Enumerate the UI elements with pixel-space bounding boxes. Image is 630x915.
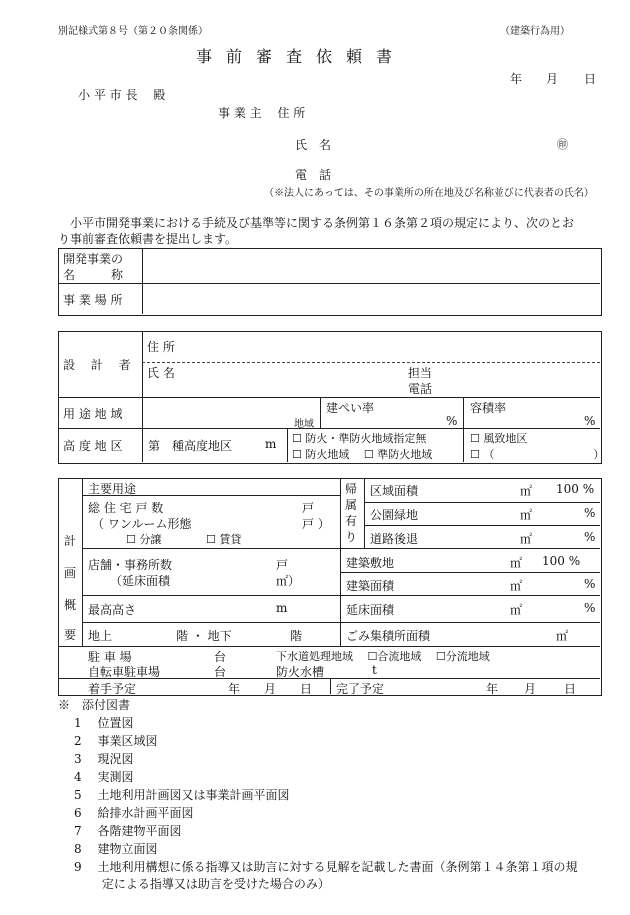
max-height-unit: m [276,601,288,615]
road-pct: % [584,530,596,544]
area-pct: 100 % [556,482,595,496]
addressee: 小 平 市 長 殿 [78,88,166,102]
oneroom-unit: 戸 ） [302,517,330,531]
date-day: 日 [584,72,597,86]
district-suffix: 地域 [294,419,314,430]
designer-contact-label: 担当 [408,366,433,380]
fire-zone-checkbox[interactable]: ☐ 防火地域 ☐ 準防火地域 [292,448,433,461]
project-name-field[interactable] [146,252,596,278]
plan-side-label-2: 画 [64,566,77,580]
start-label: 着手予定 [88,682,137,696]
corporation-note: （※法人にあっては、その事業所の所在地及び名称並びに代表者の氏名） [264,188,594,199]
building-area-label: 建築面積 [346,579,395,593]
main-use-label: 主要用途 [88,482,137,496]
parking-label: 駐 車 場 [88,650,132,664]
total-floor-unit: ㎡ [510,603,523,617]
attachment-item: 6 給排水計画平面図 [74,806,194,820]
attachment-item: 4 実測図 [74,770,134,784]
max-height-label: 最高高さ [88,603,137,617]
shops-label: 店舗・事務所数 [88,558,173,572]
attach-col-1: 帰 [345,482,358,496]
end-day: 日 [564,682,577,696]
applicant-name-label: 氏 名 [295,138,332,152]
scenic-district-checkbox[interactable]: ☐ 風致地区 [470,432,528,445]
attachment-item-continued: 定による指導又は助言を受けた場合のみ） [74,877,330,891]
building-area-unit: ㎡ [510,579,523,593]
site-label: 事 業 場 所 [63,293,123,307]
attachment-item: 5 土地利用計画図又は事業計画平面図 [74,788,290,802]
bike-parking-label: 自転車駐車場 [88,665,161,679]
parking-unit: 台 [214,650,227,664]
area-unit: ㎡ [520,484,533,498]
road-unit: ㎡ [520,532,533,546]
above-ground-label: 地上 [88,629,113,643]
garbage-label: ごみ集積所面積 [346,629,431,643]
total-floor-label: 延床面積 [346,603,395,617]
total-units-label: 総 住 宅 戸 数 [88,501,164,515]
designer-label: 設 計 者 [63,358,131,372]
applicant-phone-label: 電 話 [295,168,332,182]
project-name-label-2: 名 称 [63,268,124,282]
far-label: 容積率 [470,401,507,415]
body-text-line-1: 小平市開発事業における手続及び基準等に関する条例第１６条第２項の規定により、次のとお [70,216,575,230]
attachment-item: 9 土地利用構想に係る指導又は助言に対する見解を記載した書面（条例第１４条第１項の規 [74,860,578,874]
date-year: 年 [510,72,523,86]
date-month: 月 [546,72,559,86]
floors-above-label: 階 ・ 地下 [176,629,232,643]
attach-col-4: り [345,530,358,544]
total-units-unit: 戸 [302,501,315,515]
height-district-label: 高 度 地 区 [63,439,123,453]
zoning-label: 用 途 地 域 [63,407,123,421]
park-label: 公園緑地 [370,508,419,522]
sewer-checkboxes[interactable]: 下水道処理地域 ☐合流地域 ☐分流地域 [276,650,490,663]
floor-area-label: （延床面積 [110,574,171,588]
site-area-pct: 100 % [542,554,581,568]
attachment-item: 7 各階建物平面図 [74,824,182,838]
sale-checkbox[interactable]: ☐ 分譲 [126,533,162,546]
attach-col-3: 有 [345,514,358,528]
far-percent: % [584,414,596,428]
attachment-item: 3 現況図 [74,752,134,766]
coverage-percent: % [446,414,458,428]
plan-side-label-4: 要 [64,628,77,642]
height-unit: m [265,437,277,451]
start-day: 日 [300,682,313,696]
end-label: 完了予定 [336,682,385,696]
coverage-label: 建ぺい率 [326,401,375,415]
bike-parking-unit: 台 [214,665,227,679]
start-year: 年 [228,682,241,696]
fire-tank-unit: t [372,663,377,677]
shops-unit: 戸 [276,558,289,572]
area-label: 区域面積 [370,484,419,498]
fire-tank-label: 防火水槽 [276,665,325,679]
attach-col-2: 属 [345,498,358,512]
designer-phone-label: 電話 [408,382,433,396]
form-number: 別記様式第８号（第２０条関係） [58,26,208,37]
floor-area-unit: ㎡） [276,574,301,588]
attachment-item: 1 位置図 [74,716,134,730]
end-month: 月 [524,682,537,696]
site-area-label: 建築敷地 [346,556,395,570]
applicant-address-label: 事 業 主 住 所 [218,106,306,120]
road-label: 道路後退 [370,532,419,546]
site-area-unit: ㎡ [510,556,523,570]
rent-checkbox[interactable]: ☐ 賃貸 [206,533,242,546]
park-unit: ㎡ [520,508,533,522]
page-title: 事前審査依頼書 [196,47,407,66]
designer-address-label: 住 所 [147,340,175,354]
other-district-checkbox[interactable]: ☐ （ ） [470,448,605,461]
park-pct: % [584,506,596,520]
fire-none-checkbox[interactable]: ☐ 防火・準防火地域指定無 [292,432,427,445]
start-month: 月 [264,682,277,696]
attachment-item: 2 事業区域図 [74,734,158,748]
form-use: （建築行為用） [500,26,570,37]
total-floor-pct: % [584,601,596,615]
attachments-heading: ※ 添付図書 [58,698,131,712]
body-text-line-2: り事前審査依頼書を提出します。 [58,232,238,246]
floors-below-label: 階 [290,629,303,643]
attachment-item: 8 建物立面図 [74,842,158,856]
building-area-pct: % [584,577,596,591]
plan-side-label-3: 概 [64,598,77,612]
height-type: 第 種高度地区 [148,439,233,453]
plan-side-label-1: 計 [64,534,77,548]
garbage-unit: ㎡ [556,629,569,643]
end-year: 年 [486,682,499,696]
site-field[interactable] [146,287,596,311]
oneroom-label: （ ワンルーム形態 [92,517,192,531]
designer-name-label: 氏 名 [147,366,175,380]
seal-mark: ㊞ [557,138,568,151]
project-name-label: 開発事業の [63,252,124,266]
